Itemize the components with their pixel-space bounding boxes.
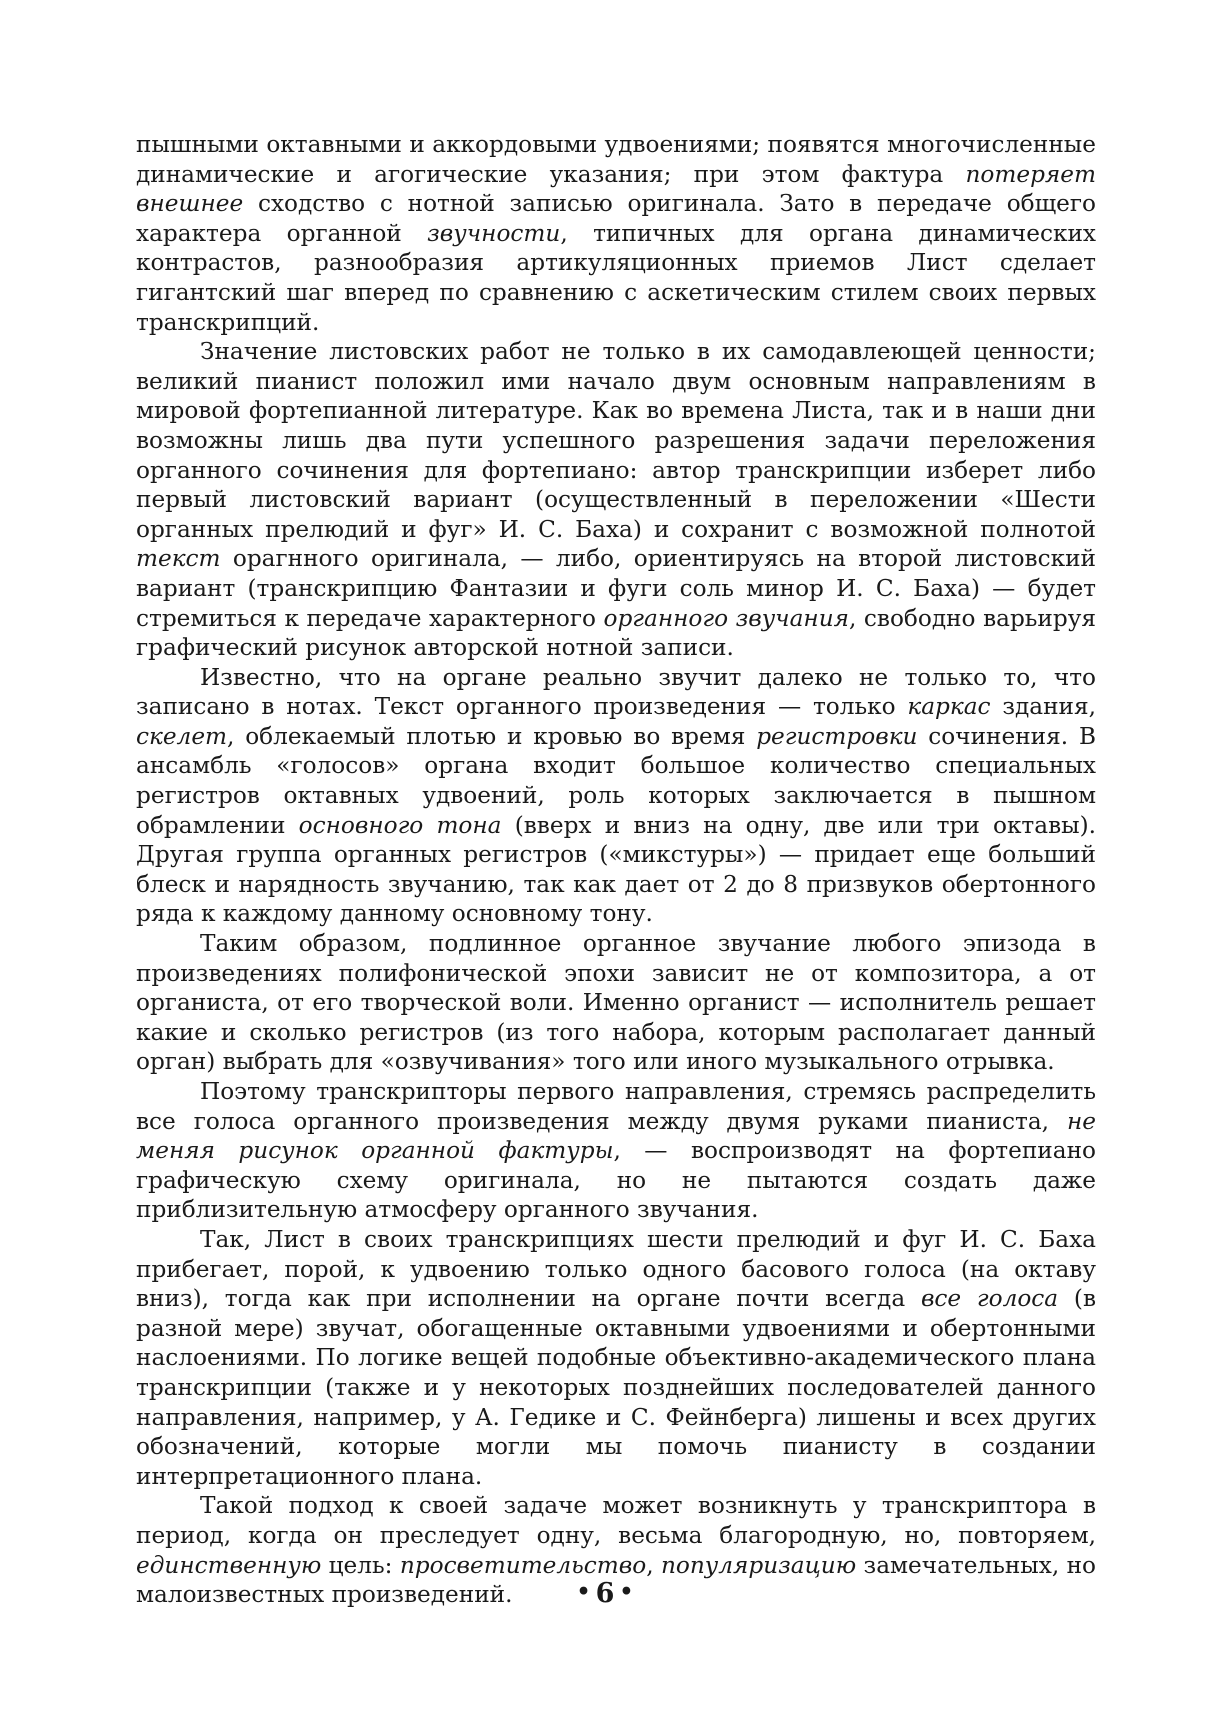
emphasis-text: основного тона — [298, 811, 502, 839]
emphasis-text: все голоса — [920, 1285, 1059, 1313]
text-run: Значение листовских работ не только в их самодавлеющей ценности; великий пианист положил ими начало двум основным направлениям в мировой фортепианной литературе. Как во времена Листа, так и в наши дни возможны лишь два пути успешного разрешения задачи переложения органного сочинения для фортепиано: автор транскрипции изберет либо первый листовский вариант (осуществленный в переложении «Шести органных прелюдий и фуг» И. С. Баха) и сохранит с возможной полнотой — [136, 338, 1096, 543]
emphasis-text: органного звучания — [603, 604, 849, 632]
page-body — [136, 130, 1096, 1610]
emphasis-text: звучности — [427, 219, 561, 247]
emphasis-text: популяризацию — [660, 1551, 857, 1579]
text-run: Такой подход к своей задаче может возникнуть у транскриптора в период, когда он преследует одну, весьма благородную, но, повторяем, — [136, 1492, 1096, 1549]
text-run: Поэтому транскрипторы первого направления, стремясь распределить все голоса органного произведения между двумя руками пианиста, — [136, 1078, 1096, 1135]
text-run: , свободно варьируя графический рисунок авторской нотной записи. — [136, 604, 1096, 662]
text-run: пышными октавными и аккордовыми удвоениями; появятся многочисленные динамические и агогические указания; при этом фактура — [136, 131, 1096, 188]
page-number: 6 — [595, 1578, 616, 1609]
bullet-left: • — [576, 1579, 592, 1605]
paragraph — [136, 337, 1096, 663]
text-run: (в разной мере) звучат, обогащенные октавными удвоениями и обертонными наслоениями. По логике вещей подобные объективно-академического плана транскрипции (также и у некоторых позднейших последователей данного направления, например, у А. Гедике и С. Фейнберга) лишены и всех других обозначений, которые могли мы помочь пианисту в создании интерпретационного плана. — [136, 1285, 1096, 1490]
text-run: (вверх и вниз на одну, две или три октавы). Другая группа органных регистров («микстуры») — придает еще больший блеск и нарядность звучанию, так как дает от 2 до 8 призвуков обертонного ряда к каждому данному основному тону. — [136, 811, 1097, 928]
text-run: здания, — [990, 693, 1096, 721]
emphasis-text: регистровки — [756, 722, 918, 750]
emphasis-text: текст — [136, 545, 221, 573]
page-number-footer — [0, 1578, 1211, 1609]
emphasis-text: скелет — [136, 722, 228, 750]
text-run: , — [646, 1551, 661, 1579]
emphasis-text: потеряет внешнее — [136, 160, 1096, 218]
paragraph — [136, 1225, 1096, 1491]
text-run: орагнного оригинала, — либо, ориентируясь на второй листовский вариант (транскрипцию Фантазии и фуги соль минор И. С. Баха) — будет стремиться к передаче характерного — [136, 545, 1096, 632]
text-run: сходство с нотной записью оригинала. Зато в передаче общего характера органной — [136, 190, 1096, 247]
emphasis-text: не меняя рисунок органной фактуры — [136, 1107, 1096, 1165]
emphasis-text: просветительство — [399, 1551, 647, 1579]
paragraph — [136, 663, 1096, 929]
text-run: цель: — [321, 1551, 400, 1579]
bullet-right: • — [619, 1579, 635, 1605]
text-run: Таким образом, подлинное органное звучание любого эпизода в произведениях полифонической эпохи зависит не от композитора, а от органиста, от его творческой воли. Именно органист — исполнитель решает какие и сколько регистров (из того набора, которым располагает данный орган) выбрать для «озвучивания» того или иного музыкального отрывка. — [136, 930, 1096, 1076]
emphasis-text: каркас — [907, 693, 991, 721]
text-run: , облекаемый плотью и кровью во время — [227, 722, 757, 750]
paragraph — [136, 130, 1096, 337]
text-run: сочинения. В ансамбль «голосов» органа входит большое количество специальных регистров октавных удвоений, роль которых заключается в пышном обрамлении — [136, 722, 1096, 839]
text-run: , — воспроизводят на фортепиано графическую схему оригинала, но не пытаются создать даже приблизительную атмосферу органного звучания. — [136, 1137, 1096, 1224]
text-run: Так, Лист в своих транскрипциях шести прелюдий и фуг И. С. Баха прибегает, порой, к удвоению только одного басового голоса (на октаву вниз), тогда как при исполнении на органе почти всегда — [136, 1225, 1096, 1313]
paragraph — [136, 929, 1096, 1077]
emphasis-text: единственную — [136, 1551, 322, 1579]
text-run: замечательных, но малоизвестных произведений. — [136, 1551, 1096, 1609]
paragraph — [136, 1077, 1096, 1225]
text-run: , типичных для органа динамических контрастов, разнообразия артикуляционных приемов Лист сделает гигантский шаг вперед по сравнению с аскетическим стилем своих первых транскрипций. — [136, 219, 1096, 336]
text-run: Известно, что на органе реально звучит далеко не только то, что записано в нотах. Текст органного произведения — только — [136, 663, 1096, 721]
